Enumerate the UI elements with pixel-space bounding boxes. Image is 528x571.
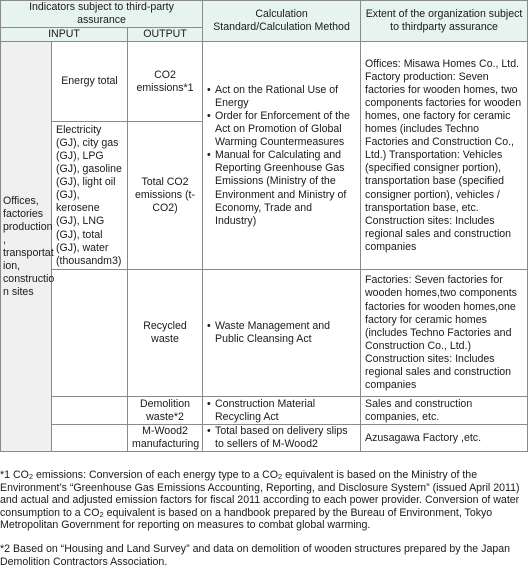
header-indicators: Indicators subject to third-party assurance	[1, 1, 203, 28]
note-subscript: 2	[278, 472, 283, 481]
note-text: equivalent is based on the Ministry of the Environment’s “Greenhouse Gas Emissions Accounting, Reporting, and Disclosure System” (issued April 2011) and actual and adjusted emission factors for fiscal 2011 according to each power provider. Conversion of water consumption to a CO	[0, 469, 520, 519]
standard-energy-cell	[203, 42, 361, 270]
header-standard: Calculation Standard/Calculation Method	[203, 1, 361, 42]
note-subscript: 2	[99, 509, 104, 519]
header-extent: Extent of the organization subject to thirdparty assurance	[361, 1, 528, 42]
note-subscript: 2	[28, 472, 34, 481]
standard-mwood-list	[207, 425, 356, 451]
list-item: • Manual for Calculating and Reporting Greenhouse Gas Emissions (Ministry of the Environment and Ministry of Economy, Trade and Industry)	[207, 149, 356, 228]
standard-demolition-list	[207, 398, 356, 424]
extent-mwood-cell: Azusagawa Factory ,etc.	[361, 425, 528, 452]
mwood-cell: M-Wood2 manufacturing	[128, 425, 203, 452]
demolition-input-cell	[52, 397, 128, 425]
standard-mwood-cell	[203, 425, 361, 452]
list-item: • Waste Management and Public Cleansing Act	[207, 320, 356, 346]
recycled-input-cell	[52, 270, 128, 397]
input-list-cell: Electricity (GJ), city gas (GJ), LPG (GJ), gasoline (GJ), light oil (GJ), kerosene (GJ), LNG (GJ), total (GJ), water (thousandm3)	[52, 122, 128, 270]
mwood-input-cell	[52, 425, 128, 452]
note-text: equivalent is based on a handbook prepared by the Bureau of Environment, Tokyo Metropolitan Government for reporting on measures to combat global warming.	[0, 506, 493, 532]
list-item: • Act on the Rational Use of Energy	[207, 84, 356, 110]
co2-emissions-cell: CO2 emissions*1	[128, 42, 203, 122]
list-item: • Construction Material Recycling Act	[207, 398, 356, 424]
scope-cell: Offices, factories production , transportat ion, constructio n sites	[1, 42, 52, 452]
standard-waste-cell	[203, 270, 361, 397]
extent-energy-cell: Offices: Misawa Homes Co., Ltd. Factory production: Seven factories for wooden homes, two components factories for wooden homes, one factory for ceramic homes (includes Techno Factories and Construction Co., Ltd.) Transportation: Vehicles (specified consigner portion), transportation base (specified consigner portion), vehicles / transportation base, etc. Construction sites: Includes regional sales and construction companies	[361, 42, 528, 270]
total-co2-cell: Total CO2 emissions (t-CO2)	[128, 122, 203, 270]
standard-waste-list	[207, 320, 356, 346]
energy-total-cell: Energy total	[52, 42, 128, 122]
footnote-1	[0, 469, 522, 532]
list-item: • Order for Enforcement of the Act on Promotion of Global Warming Countermeasures	[207, 110, 356, 149]
list-item: • Total based on delivery slips to sellers of M-Wood2	[207, 425, 356, 451]
extent-demolition-cell: Sales and construction companies, etc.	[361, 397, 528, 425]
header-input: INPUT	[1, 28, 128, 42]
note-text: *1 CO	[0, 469, 29, 481]
recycled-waste-cell: Recycled waste	[128, 270, 203, 397]
header-output: OUTPUT	[128, 28, 203, 42]
note-text: emissions: Conversion of each energy type to a CO	[33, 469, 278, 481]
standard-energy-list	[207, 84, 356, 228]
demolition-waste-cell: Demolition waste*2	[128, 397, 203, 425]
footnote-2: *2 Based on “Housing and Land Survey” and data on demolition of wooden structures prepared by the Japan Demolition Contractors Association.	[0, 543, 511, 568]
standard-demolition-cell	[203, 397, 361, 425]
extent-waste-cell: Factories: Seven factories for wooden homes,two components factories for wooden homes,one factory for ceramic homes (includes Techno Factories and Construction Co., Ltd.) Construction sites: Includes regional sales and construction companies	[361, 270, 528, 397]
